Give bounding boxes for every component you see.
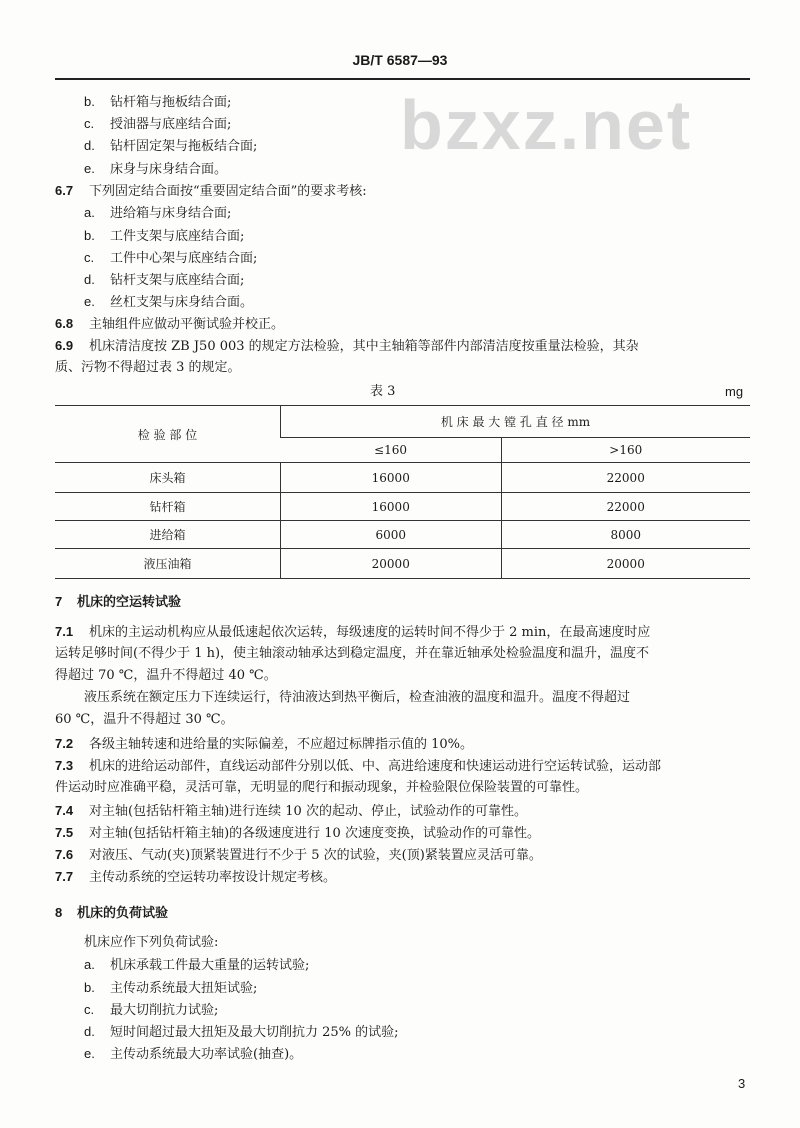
table-row	[55, 549, 750, 579]
column-header-le160: ≤160	[281, 438, 502, 463]
clause-text: 对液压、气动(夹)顶紧装置进行不少于 5 次的试验，夹(顶)紧装置应灵活可靠。	[89, 848, 542, 863]
item-label: c.	[84, 1002, 95, 1017]
clause-number: 7.6	[55, 847, 74, 862]
clause-number: 7.3	[55, 758, 74, 773]
item-text: 钻杆支架与底座结合面;	[110, 273, 245, 288]
item-label: b.	[84, 228, 95, 243]
item-label: c.	[84, 116, 95, 131]
clause-6-7	[55, 182, 367, 201]
item-text: 主传动系统最大功率试验(抽查)。	[110, 1047, 303, 1062]
clause-text-cont: 得超过 70 ℃，温升不得超过 40 ℃。	[55, 668, 277, 683]
section-number: 8	[55, 905, 63, 920]
list-item	[84, 115, 231, 134]
cell-value: 16000	[281, 463, 502, 493]
list-item	[84, 271, 244, 290]
item-label: d.	[84, 1024, 95, 1039]
table-row	[55, 463, 750, 493]
section-title: 机床的负荷试验	[77, 905, 169, 920]
item-label: e.	[84, 1046, 95, 1061]
clause-7-5	[55, 824, 540, 843]
cell-value: 22000	[501, 463, 750, 493]
clause-number: 6.7	[55, 183, 74, 198]
table-unit: mg	[725, 384, 744, 399]
clause-7-3	[55, 757, 661, 776]
section-number: 7	[55, 594, 63, 609]
table-caption: 表 3	[370, 384, 396, 399]
clause-text: 机床的主运动机构应从最低速起依次运转，每级速度的运转时间不得少于 2 min，在最高速度时应	[89, 625, 651, 640]
column-header-part: 检 验 部 位	[55, 406, 281, 463]
clause-number: 7.1	[55, 624, 74, 639]
column-group-header: 机 床 最 大 镗 孔 直 径 mm	[281, 406, 751, 438]
table-row	[55, 493, 750, 521]
page-number: 3	[738, 1076, 746, 1091]
clause-text: 机床清洁度按 ZB J50 003 的规定方法检验，其中主轴箱等部件内部清洁度按重量法检验，其杂	[89, 339, 639, 354]
cleanliness-table	[55, 405, 750, 579]
clause-paragraph: 液压系统在额定压力下连续运行，待油液达到热平衡后，检查油液的温度和温升。温度不得超过	[84, 690, 631, 705]
clause-text: 对主轴(包括钻杆箱主轴)的各级速度进行 10 次速度变换，试验动作的可靠性。	[89, 826, 540, 841]
item-text: 床身与床身结合面。	[110, 162, 228, 177]
clause-number: 7.2	[55, 736, 74, 751]
item-text: 主传动系统最大扭矩试验;	[110, 981, 258, 996]
list-item	[84, 1045, 302, 1064]
clause-text: 对主轴(包括钻杆箱主轴)进行连续 10 次的起动、停止，试验动作的可靠性。	[89, 804, 527, 819]
clause-7-2	[55, 735, 473, 754]
item-text: 进给箱与床身结合面;	[110, 206, 232, 221]
list-item	[84, 979, 257, 998]
clause-7-4	[55, 802, 527, 821]
clause-text: 主轴组件应做动平衡试验并校正。	[89, 317, 285, 332]
watermark: bzxz.net	[400, 86, 693, 164]
list-item	[84, 1001, 218, 1020]
item-text: 钻杆固定架与拖板结合面;	[110, 139, 258, 154]
clause-number: 6.9	[55, 338, 74, 353]
list-item	[84, 137, 257, 156]
item-text: 钻杆箱与拖板结合面;	[110, 95, 232, 110]
item-text: 机床承载工件最大重量的运转试验;	[110, 958, 310, 973]
list-item	[84, 227, 244, 246]
clause-text-cont: 60 ℃，温升不得超过 30 ℃。	[55, 712, 234, 727]
list-item	[84, 160, 227, 179]
clause-number: 7.4	[55, 803, 74, 818]
cell-value: 16000	[281, 493, 502, 521]
item-label: c.	[84, 250, 95, 265]
item-label: e.	[84, 294, 95, 309]
item-text: 丝杠支架与床身结合面。	[110, 295, 254, 310]
cell-value: 22000	[501, 493, 750, 521]
cell-value: 20000	[281, 549, 502, 579]
item-label: e.	[84, 161, 95, 176]
item-text: 工件支架与底座结合面;	[110, 229, 245, 244]
list-item	[84, 204, 231, 223]
clause-6-9-cont: 质、污物不得超过表 3 的规定。	[55, 360, 241, 375]
clause-text: 各级主轴转速和进给量的实际偏差，不应超过标牌指示值的 10%。	[89, 737, 474, 752]
section-7-heading	[55, 593, 181, 611]
item-label: b.	[84, 980, 95, 995]
clause-text-cont: 运转足够时间(不得少于 1 h)，使主轴滚动轴承达到稳定温度，并在靠近轴承处检验温度和温升，温度不	[55, 646, 650, 661]
list-item	[84, 1023, 399, 1042]
section-8-heading	[55, 904, 168, 922]
header-rule	[55, 78, 750, 80]
document-id-header: JB/T 6587—93	[352, 52, 448, 68]
list-item	[84, 249, 257, 268]
clause-text: 下列固定结合面按“重要固定结合面”的要求考核:	[89, 184, 367, 199]
cell-part: 床头箱	[55, 463, 281, 493]
clause-6-9	[55, 337, 639, 356]
item-label: a.	[84, 205, 95, 220]
cell-value: 6000	[281, 521, 502, 549]
section-intro: 机床应作下列负荷试验:	[84, 935, 219, 950]
item-label: a.	[84, 957, 95, 972]
item-text: 授油器与底座结合面;	[110, 117, 232, 132]
clause-number: 7.5	[55, 825, 74, 840]
clause-7-6	[55, 846, 542, 865]
item-text: 短时间超过最大扭矩及最大切削抗力 25% 的试验;	[110, 1025, 399, 1040]
column-header-gt160: >160	[501, 438, 750, 463]
item-label: d.	[84, 272, 95, 287]
section-title: 机床的空运转试验	[77, 594, 182, 609]
list-item	[84, 956, 309, 975]
clause-text: 机床的进给运动部件，直线运动部件分别以低、中、高进给速度和快速运动进行空运转试验，运动部	[89, 759, 662, 774]
clause-7-7	[55, 868, 336, 887]
clause-7-1	[55, 623, 650, 642]
clause-number: 6.8	[55, 316, 74, 331]
table-row	[55, 521, 750, 549]
cell-value: 20000	[501, 549, 750, 579]
clause-number: 7.7	[55, 869, 74, 884]
cell-part: 液压油箱	[55, 549, 281, 579]
item-text: 工件中心架与底座结合面;	[110, 251, 258, 266]
clause-text-cont: 件运动时应准确平稳，灵活可靠，无明显的爬行和振动现象，并检验限位保险装置的可靠性。	[55, 780, 589, 795]
list-item	[84, 293, 253, 312]
item-label: b.	[84, 94, 95, 109]
clause-6-8	[55, 315, 284, 334]
cell-part: 钻杆箱	[55, 493, 281, 521]
item-text: 最大切削抗力试验;	[110, 1003, 219, 1018]
cell-part: 进给箱	[55, 521, 281, 549]
clause-text: 主传动系统的空运转功率按设计规定考核。	[89, 870, 337, 885]
cell-value: 8000	[501, 521, 750, 549]
item-label: d.	[84, 138, 95, 153]
list-item	[84, 93, 231, 112]
